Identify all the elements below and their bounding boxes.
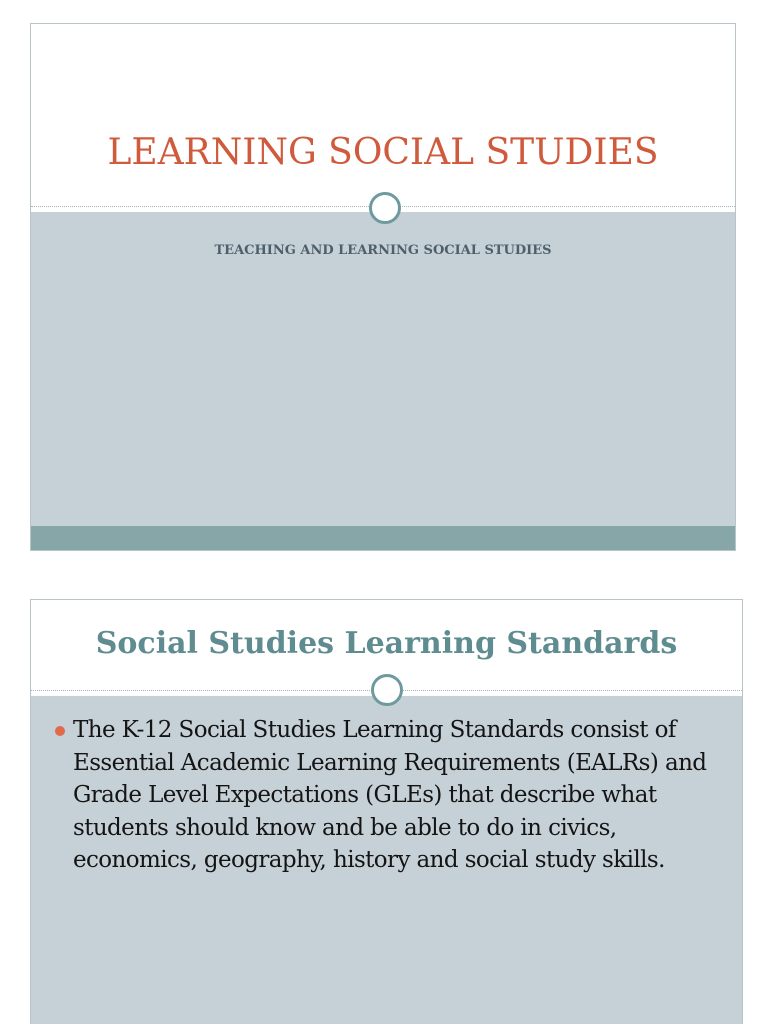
bullet-text: The K-12 Social Studies Learning Standards consist of Essential Academic Learning Requirements (EALRs) and Grade Level Expectations (GLEs) that describe what students should know and be able to do in civics, economics, geography, history and social study skills. bbox=[73, 717, 707, 873]
slide-2 bbox=[30, 599, 743, 1024]
slide-1-header bbox=[31, 24, 735, 210]
slide-2-title: Social Studies Learning Standards bbox=[95, 626, 678, 661]
slide-1-subtitle: TEACHING AND LEARNING SOCIAL STUDIES bbox=[214, 243, 552, 258]
slide-1-footer-band bbox=[31, 526, 735, 550]
circle-ornament-icon bbox=[371, 674, 403, 706]
slide-1 bbox=[30, 23, 736, 551]
circle-ornament-icon bbox=[369, 192, 401, 224]
slide-1-body bbox=[31, 212, 735, 550]
slide-1-title: LEARNING SOCIAL STUDIES bbox=[107, 132, 659, 173]
bullet-item bbox=[55, 714, 725, 877]
bullet-dot-icon bbox=[55, 726, 65, 736]
